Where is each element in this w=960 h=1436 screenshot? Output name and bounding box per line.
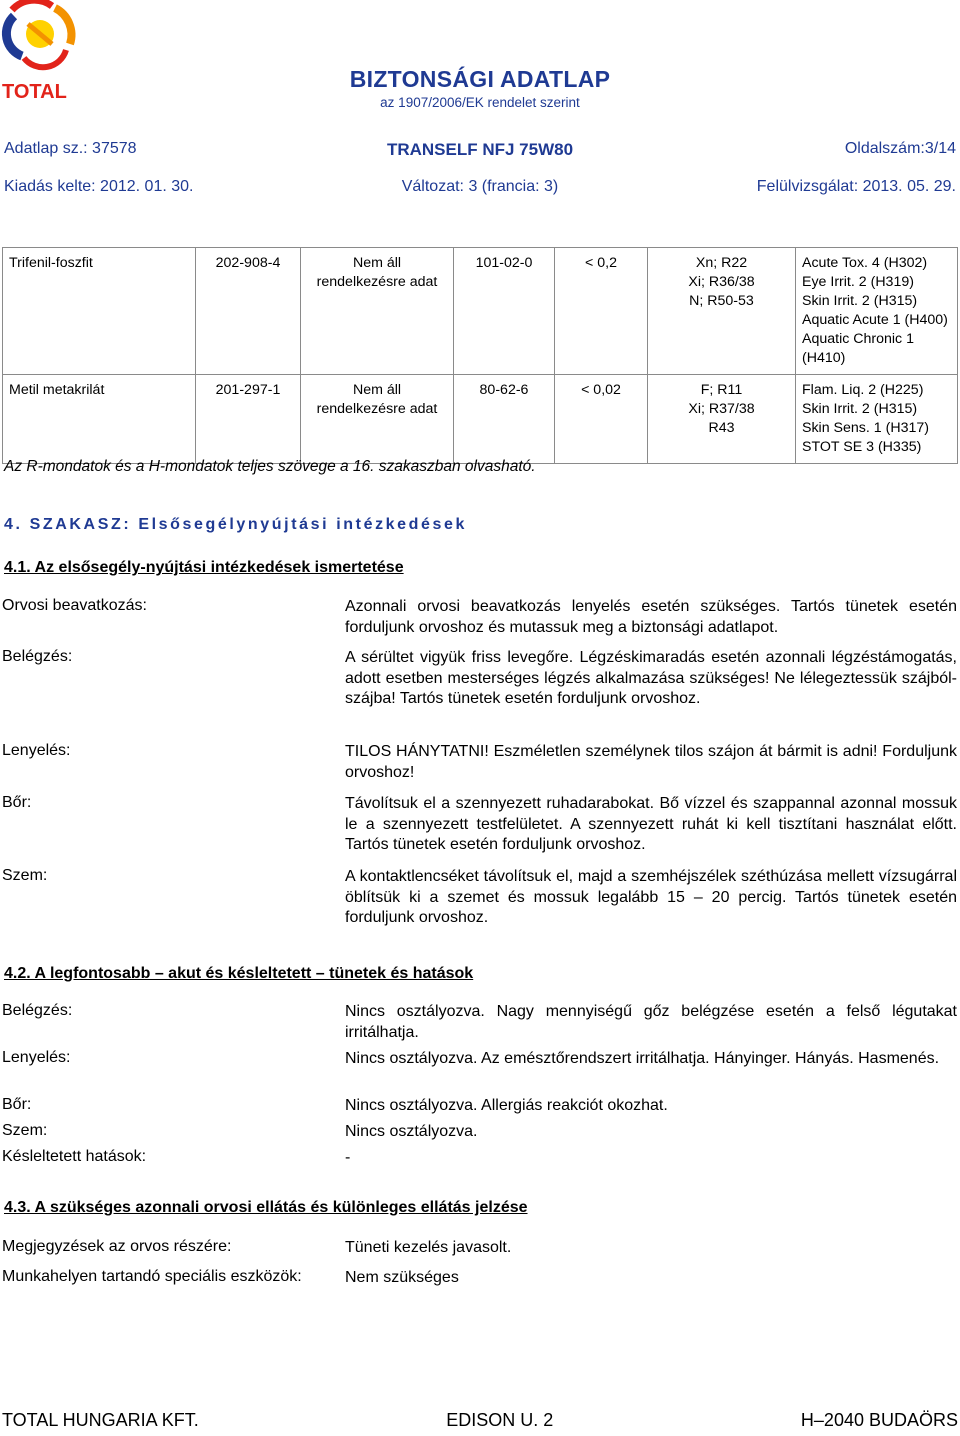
dsd-classification: [648, 375, 796, 464]
reach-line: rendelkezésre adat: [316, 401, 438, 417]
concentration: < 0,02: [555, 375, 648, 464]
text-symptom-ingestion: Nincs osztályozva. Az emésztőrendszert irritálhatja. Hányinger. Hányás. Hasmenés.: [345, 1050, 940, 1067]
label-ingestion: Lenyelés:: [2, 742, 71, 759]
dsd-line: Xi; R37/38: [688, 401, 755, 417]
text-inhalation: A sérültet vigyük friss levegőre. Légzéskimaradás esetén azonnali légzéstámogatás, adott esetben mesterséges légzés alkalmazása szükséges! Ne lélegeztessük szájból-szájba! Tartós tünetek esetén forduljunk orvoshoz.: [345, 649, 957, 707]
document-subtitle: az 1907/2006/EK rendelet szerint: [380, 95, 580, 110]
cas-number: 80-62-6: [454, 375, 555, 464]
dsd-line: R43: [708, 420, 735, 436]
label-medical-intervention: Orvosi beavatkozás:: [2, 597, 147, 614]
footer-street: EDISON U. 2: [446, 1410, 554, 1430]
dsd-line: Xn; R22: [695, 255, 748, 271]
reach-line: rendelkezésre adat: [316, 274, 438, 290]
clp-line: Aquatic Acute 1 (H400): [802, 312, 948, 328]
page-number: Oldalszám:3/14: [844, 140, 956, 157]
clp-classification: [796, 248, 958, 375]
ec-number: 201-297-1: [196, 375, 301, 464]
reach-number: [301, 375, 454, 464]
ingredient-name: Metil metakrilát: [3, 375, 196, 464]
label-delayed-effects: Késleltetett hatások:: [2, 1148, 147, 1165]
label-symptom-inhalation: Belégzés:: [2, 1002, 73, 1019]
reach-line: Nem áll: [352, 382, 402, 398]
text-skin: Távolítsuk el a szennyezett ruhadarabokat. Bő vízzel és szappannal azonnal mossuk le a szennyezett testfelületet. A szennyezett ruhát ki kell tisztítani használat előtt. Tartós tünetek esetén forduljunk orvoshoz.: [345, 795, 957, 853]
table-row: [3, 248, 958, 375]
dsd-classification: [648, 248, 796, 375]
version: Változat: 3 (francia: 3): [401, 178, 559, 195]
footer-company: TOTAL HUNGARIA KFT.: [2, 1410, 199, 1430]
text-workplace-equipment: Nem szükséges: [345, 1269, 459, 1286]
clp-line: Eye Irrit. 2 (H319): [802, 274, 914, 290]
reach-line: Nem áll: [352, 255, 402, 271]
dsd-line: Xi; R36/38: [688, 274, 755, 290]
logo-wordmark: TOTAL: [2, 81, 67, 103]
dsd-line: F; R11: [700, 382, 743, 398]
clp-line: Aquatic Chronic 1 (H410): [802, 331, 914, 366]
header-row-2: [4, 178, 956, 196]
footer-city: H–2040 BUDAÖRS: [800, 1410, 958, 1430]
text-delayed-effects: -: [345, 1149, 351, 1166]
label-symptom-eye: Szem:: [2, 1122, 48, 1139]
page-footer: [2, 1410, 958, 1431]
label-inhalation: Belégzés:: [2, 648, 73, 665]
clp-line: Flam. Liq. 2 (H225): [802, 382, 924, 398]
label-symptom-skin: Bőr:: [2, 1096, 32, 1113]
text-symptom-skin: Nincs osztályozva. Allergiás reakciót okozhat.: [345, 1097, 668, 1114]
reach-number: [301, 248, 454, 375]
clp-line: Skin Irrit. 2 (H315): [802, 401, 918, 417]
concentration: < 0,2: [555, 248, 648, 375]
issue-date: Kiadás kelte: 2012. 01. 30.: [4, 178, 194, 195]
label-workplace-equipment: Munkahelyen tartandó speciális eszközök:: [2, 1268, 302, 1285]
label-eye: Szem:: [2, 867, 48, 884]
label-doctor-notes: Megjegyzések az orvos részére:: [2, 1238, 232, 1255]
subsection-4-3-title: 4.3. A szükséges azonnali orvosi ellátás és különleges ellátás jelzése: [4, 1199, 528, 1216]
product-name: TRANSELF NFJ 75W80: [386, 140, 574, 159]
cas-number: 101-02-0: [454, 248, 555, 375]
document-title: BIZTONSÁGI ADATLAP: [349, 66, 611, 92]
clp-classification: [796, 375, 958, 464]
label-skin: Bőr:: [2, 794, 32, 811]
review-date: Felülvizsgálat: 2013. 05. 29.: [756, 178, 956, 195]
section-4-title: 4. SZAKASZ: Elsősegélynyújtási intézkedések: [4, 516, 468, 533]
ec-number: 202-908-4: [196, 248, 301, 375]
subsection-4-2-title: 4.2. A legfontosabb – akut és késleltetett – tünetek és hatások: [4, 965, 474, 982]
sheet-number: Adatlap sz.: 37578: [4, 140, 137, 157]
clp-line: Skin Irrit. 2 (H315): [802, 293, 918, 309]
header-row-1: [4, 140, 956, 158]
label-symptom-ingestion: Lenyelés:: [2, 1049, 71, 1066]
clp-line: Skin Sens. 1 (H317): [802, 420, 929, 436]
text-doctor-notes: Tüneti kezelés javasolt.: [345, 1239, 512, 1256]
text-symptom-eye: Nincs osztályozva.: [345, 1123, 478, 1140]
subsection-4-1-title: 4.1. Az elsősegély-nyújtási intézkedések ismertetése: [4, 559, 404, 576]
text-eye: A kontaktlencséket távolítsuk el, majd a szemhéjszélek széthúzása mellett vízsugárral öblítsük ki a szemet és mossuk legalább 15 – 20 percig. Tartós tünetek esetén forduljunk orvoshoz.: [345, 868, 957, 926]
text-symptom-inhalation: Nincs osztályozva. Nagy mennyiségű gőz belégzése esetén a felső légutakat irritálhatja.: [345, 1003, 957, 1041]
clp-line: Acute Tox. 4 (H302): [802, 255, 928, 271]
r-h-phrases-note: Az R-mondatok és a H-mondatok teljes szövege a 16. szakaszban olvasható.: [4, 458, 536, 475]
text-medical-intervention: Azonnali orvosi beavatkozás lenyelés esetén szükséges. Tartós tünetek esetén forduljunk orvoshoz és mutassuk meg a biztonsági adatlapot.: [345, 598, 957, 636]
ingredient-name: Trifenil-foszfit: [3, 248, 196, 375]
ingredients-table: [2, 247, 958, 464]
text-ingestion: TILOS HÁNYTATNI! Eszméletlen személynek tilos szájon át bármit is adni! Forduljunk orvoshoz!: [345, 743, 957, 781]
clp-line: STOT SE 3 (H335): [802, 439, 922, 455]
table-row: [3, 375, 958, 464]
dsd-line: N; R50-53: [689, 293, 754, 309]
